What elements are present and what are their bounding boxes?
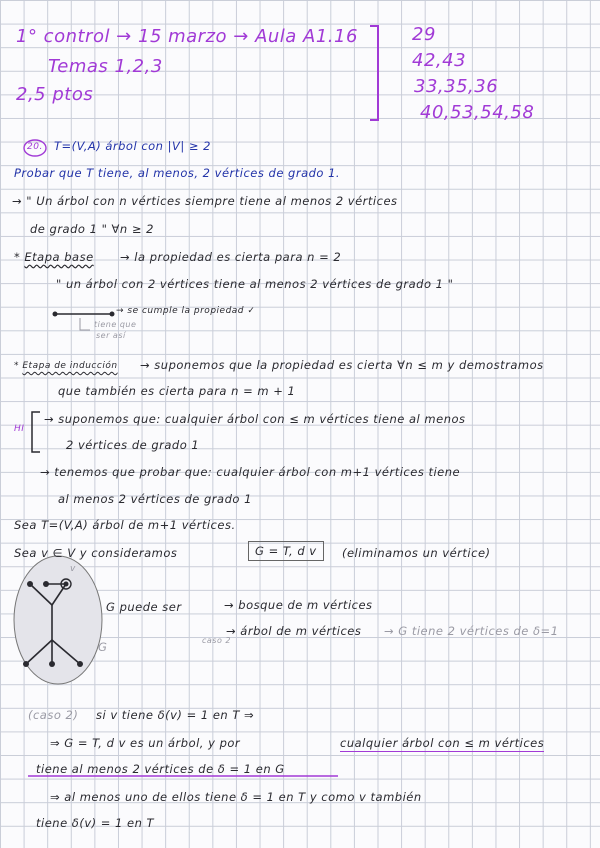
- proof-line-2: de grado 1 " ∀n ≥ 2: [30, 222, 154, 236]
- induction-label: Etapa de inducción: [22, 361, 118, 371]
- proof-line-1: → " Un árbol con n vértices siempre tiene al menos 2 vértices: [12, 194, 398, 208]
- proof-line-20: tiene al menos 2 vértices de δ = 1 en G: [36, 762, 285, 776]
- exercise-task: Probar que T tiene, al menos, 2 vértices de grado 1.: [14, 166, 341, 180]
- graph-definition-box: G = T, d v: [248, 541, 324, 561]
- proof-line-4: " un árbol con 2 vértices tiene al menos 2 vértices de grado 1 ": [56, 277, 454, 291]
- vertex-v-label: v: [70, 564, 76, 574]
- proof-line-17c: → G tiene 2 vértices de δ=1: [384, 624, 559, 638]
- header-line-3: 2,5 ptos: [16, 84, 94, 105]
- header-line-2: Temas 1,2,3: [48, 56, 163, 77]
- proof-line-15a: Sea v ∈ V y consideramos: [14, 546, 178, 560]
- proof-line-12: → tenemos que probar que: cualquier árbol con m+1 vértices tiene: [40, 465, 461, 479]
- proof-line-21: ⇒ al menos uno de ellos tiene δ = 1 en T y como v también: [50, 790, 422, 804]
- base-case-heading: * Etapa base: [14, 250, 94, 264]
- exercise-list-1: 29: [412, 24, 436, 45]
- proof-line-19b: cualquier árbol con ≤ m vértices: [340, 736, 545, 750]
- proof-line-3: → la propiedad es cierta para n = 2: [120, 250, 342, 264]
- exercise-list-4: 40,53,54,58: [420, 102, 535, 123]
- proof-line-8: → suponemos que la propiedad es cierta ∀n ≤ m y demostramos: [140, 358, 544, 372]
- proof-line-9: que también es cierta para n = m + 1: [58, 384, 296, 398]
- proof-line-19a: ⇒ G = T, d v es un árbol, y por: [50, 736, 241, 750]
- proof-line-17: → árbol de m vértices: [226, 624, 362, 638]
- induction-heading: * Etapa de inducción: [14, 361, 118, 371]
- proof-line-16b: → bosque de m vértices: [224, 598, 373, 612]
- hypothesis-label: HI: [14, 424, 25, 434]
- proof-line-10: → suponemos que: cualquier árbol con ≤ m vértices tiene al menos: [44, 412, 466, 426]
- case-2-label: (caso 2): [28, 708, 79, 722]
- proof-line-16a: G puede ser: [106, 600, 182, 614]
- proof-line-14: Sea T=(V,A) árbol de m+1 vértices.: [14, 518, 236, 532]
- proof-note-2: ser así: [96, 331, 126, 340]
- exercise-list-3: 33,35,36: [414, 76, 499, 97]
- header-line-1: 1° control → 15 marzo → Aula A1.16: [16, 26, 358, 47]
- proof-line-22: tiene δ(v) = 1 en T: [36, 816, 155, 830]
- exercise-list-2: 42,43: [412, 50, 467, 71]
- exercise-number: 20.: [27, 142, 43, 152]
- proof-line-11: 2 vértices de grado 1: [66, 438, 200, 452]
- graph-g-label: G: [98, 640, 108, 654]
- proof-line-5: → se cumple la propiedad ✓: [116, 306, 256, 316]
- caso-2-small-label: caso 2: [202, 636, 231, 645]
- proof-line-13: al menos 2 vértices de grado 1: [58, 492, 252, 506]
- proof-line-15b: (eliminamos un vértice): [342, 546, 491, 560]
- proof-line-18: si v tiene δ(v) = 1 en T ⇒: [96, 708, 255, 722]
- base-case-label: Etapa base: [24, 250, 94, 264]
- proof-note-1: tiene que: [94, 320, 137, 329]
- exercise-statement: T=(V,A) árbol con |V| ≥ 2: [54, 139, 212, 153]
